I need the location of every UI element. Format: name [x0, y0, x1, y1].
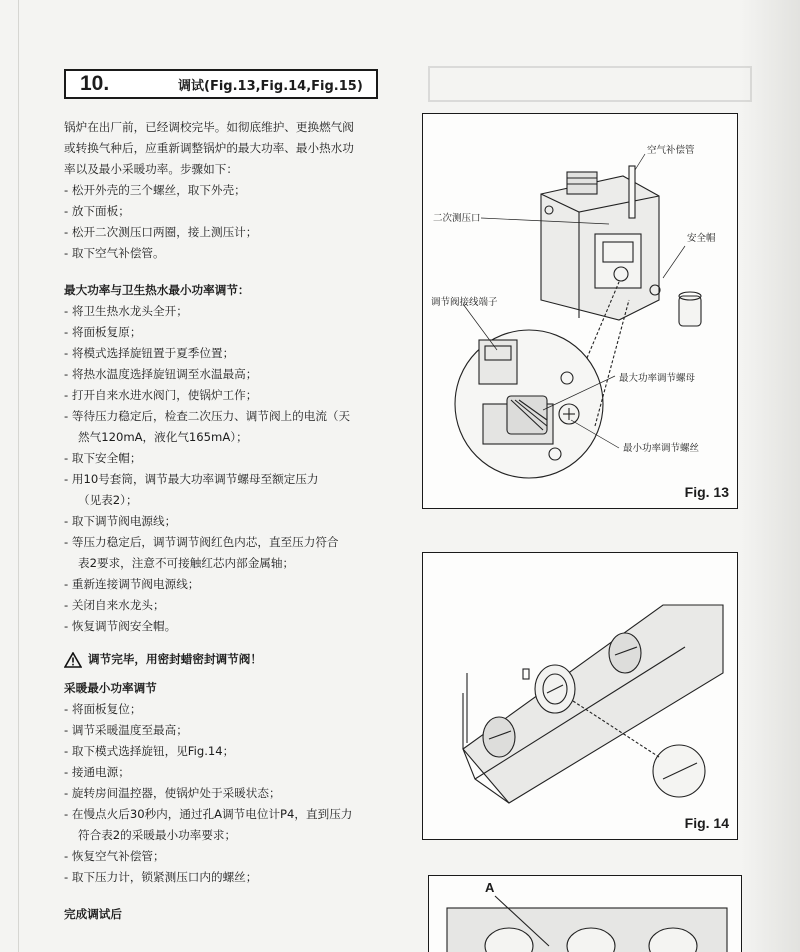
callout-air-comp-tube: 空气补偿管: [647, 145, 695, 156]
callout-safety-cap: 安全帽: [687, 233, 716, 244]
list-item-continuation: 表2要求，注意不可接触红芯内部金属轴；: [78, 556, 295, 570]
list-item: - 取下模式选择旋钮，见Fig.14；: [64, 744, 235, 758]
callout-max-power-nut: 最大功率调节螺母: [619, 373, 696, 384]
callout-valve-terminal: 调节阀接线端子: [431, 297, 498, 308]
list-item: - 在慢点火后30秒内，通过孔A调节电位计P4，直到压力: [64, 807, 353, 821]
list-item-continuation: （见表2）；: [78, 493, 138, 507]
list-item: - 恢复空气补偿管；: [64, 849, 165, 863]
panel-detail-illustration: [429, 876, 742, 952]
intro-line: 或转换气种后，应重新调整锅炉的最大功率、最小热水功: [64, 141, 354, 155]
list-item: - 接通电源；: [64, 765, 130, 779]
list-item: - 将面板复位；: [64, 702, 142, 716]
list-item: - 取下调节阀电源线；: [64, 514, 177, 528]
list-item: - 重新连接调节阀电源线；: [64, 577, 200, 591]
list-item: - 恢复调节阀安全帽。: [64, 619, 177, 633]
list-item: - 将面板复原；: [64, 325, 142, 339]
figure-14: [422, 552, 738, 840]
heating-min-heading: 采暖最小功率调节: [64, 681, 157, 695]
list-item-continuation: 然气120mA，液化气165mA）；: [78, 430, 248, 444]
list-item: - 打开自来水进水阀门，使锅炉工作；: [64, 388, 258, 402]
list-item: - 调节采暖温度至最高；: [64, 723, 188, 737]
figure-15-marker-a: A: [485, 880, 495, 895]
control-panel-illustration: [423, 553, 738, 840]
list-item: - 放下面板；: [64, 204, 130, 218]
list-item: - 松开二次测压口两圈，接上测压计；: [64, 225, 258, 239]
list-item: - 取下空气补偿管。: [64, 246, 165, 260]
list-item: - 将模式选择旋钮置于夏季位置；: [64, 346, 235, 360]
intro-line: 锅炉在出厂前，已经调校完毕。如彻底维护、更换燃气阀: [64, 120, 354, 134]
list-item-continuation: 符合表2的采暖最小功率要求；: [78, 828, 237, 842]
list-item: - 旋转房间温控器，使锅炉处于采暖状态；: [64, 786, 281, 800]
section-number: 10.: [80, 72, 110, 95]
list-item: - 等待压力稳定后，检查二次压力、调节阀上的电流（天: [64, 409, 351, 423]
after-commissioning-heading: 完成调试后: [64, 907, 122, 921]
callout-test-port: 二次测压口: [433, 213, 481, 224]
page-edge: [18, 0, 19, 952]
section-title: 调试(Fig.13,Fig.14,Fig.15): [178, 78, 363, 94]
list-item: - 取下安全帽；: [64, 451, 142, 465]
figure-13-label: Fig. 13: [684, 484, 729, 500]
warning-text: 调节完毕，用密封蜡密封调节阀！: [88, 652, 262, 666]
max-power-heading: 最大功率与卫生热水最小功率调节：: [64, 283, 250, 297]
warning-note: [64, 649, 400, 670]
bleed-through: [428, 66, 752, 102]
list-item: - 将热水温度选择旋钮调至水温最高；: [64, 367, 258, 381]
list-item: - 松开外壳的三个螺丝，取下外壳；: [64, 183, 246, 197]
intro-line: 率以及最小采暖功率。步骤如下：: [64, 162, 238, 176]
list-item: - 用10号套筒，调节最大功率调节螺母至额定压力: [64, 472, 319, 486]
warning-icon: [64, 652, 82, 668]
callout-min-power-screw: 最小功率调节螺丝: [623, 443, 700, 454]
figure-15: [428, 875, 742, 952]
figure-14-label: Fig. 14: [684, 815, 729, 831]
section-header: [64, 69, 378, 99]
instructions-column: [64, 117, 400, 925]
list-item: - 将卫生热水龙头全开；: [64, 304, 188, 318]
list-item: - 等压力稳定后，调节调节阀红色内芯，直至压力符合: [64, 535, 339, 549]
figure-13: [422, 113, 738, 509]
list-item: - 取下压力计，锁紧测压口内的螺丝；: [64, 870, 258, 884]
page-shadow: [740, 0, 800, 952]
list-item: - 关闭自来水龙头；: [64, 598, 165, 612]
